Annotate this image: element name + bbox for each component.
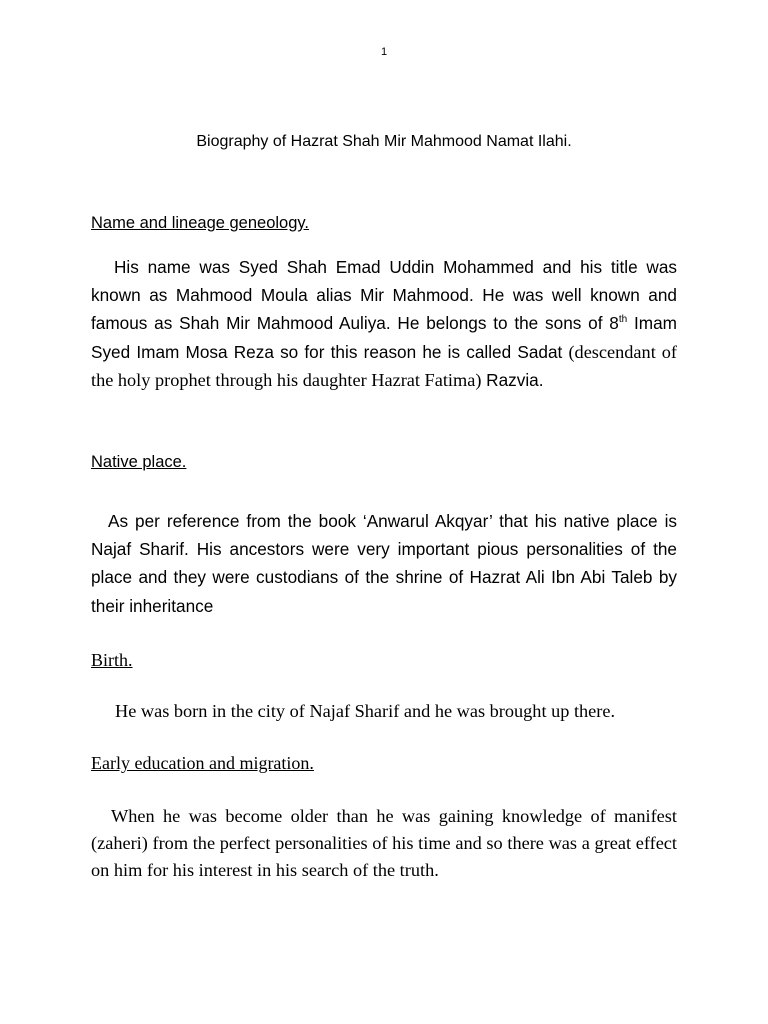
lineage-text-serif: (descendant of the holy prophet through his daughter Hazrat Fatima) bbox=[91, 341, 677, 390]
section-heading-early-education: Early education and migration. bbox=[91, 753, 314, 773]
section-heading-native-place: Native place. bbox=[91, 453, 187, 471]
section-heading-lineage: Name and lineage geneology. bbox=[91, 214, 310, 232]
lineage-text-3: Razvia. bbox=[481, 369, 544, 390]
lineage-text-2: Imam Syed Imam Mosa Reza so for this reason he is called Sadat bbox=[91, 313, 677, 362]
section-paragraph-lineage bbox=[91, 253, 677, 394]
page-number: 1 bbox=[380, 46, 388, 58]
page-title: Biography of Hazrat Shah Mir Mahmood Namat Ilahi. bbox=[196, 133, 572, 150]
section-heading-birth: Birth. bbox=[91, 650, 133, 670]
section-paragraph-early-education: When he was become older than he was gaining knowledge of manifest (zaheri) from the perfect personalities of his time and so there was a great effect on him for his interest in his search of the truth. bbox=[91, 806, 677, 880]
ordinal-suffix: th bbox=[618, 314, 628, 326]
lineage-text-1: His name was Syed Shah Emad Uddin Mohammed and his title was known as Mahmood Moula alias Mir Mahmood. He was well known and famous as Shah Mir Mahmood Auliya. He belongs to the sons of 8 bbox=[91, 257, 677, 334]
section-paragraph-birth: He was born in the city of Najaf Sharif and he was brought up there. bbox=[115, 701, 616, 721]
section-paragraph-native-place: As per reference from the book ‘Anwarul Akqyar’ that his native place is Najaf Sharif. His ancestors were very important pious personalities of the place and they were custodians of the shrine of Hazrat Ali Ibn Abi Taleb by their inheritance bbox=[91, 511, 677, 616]
